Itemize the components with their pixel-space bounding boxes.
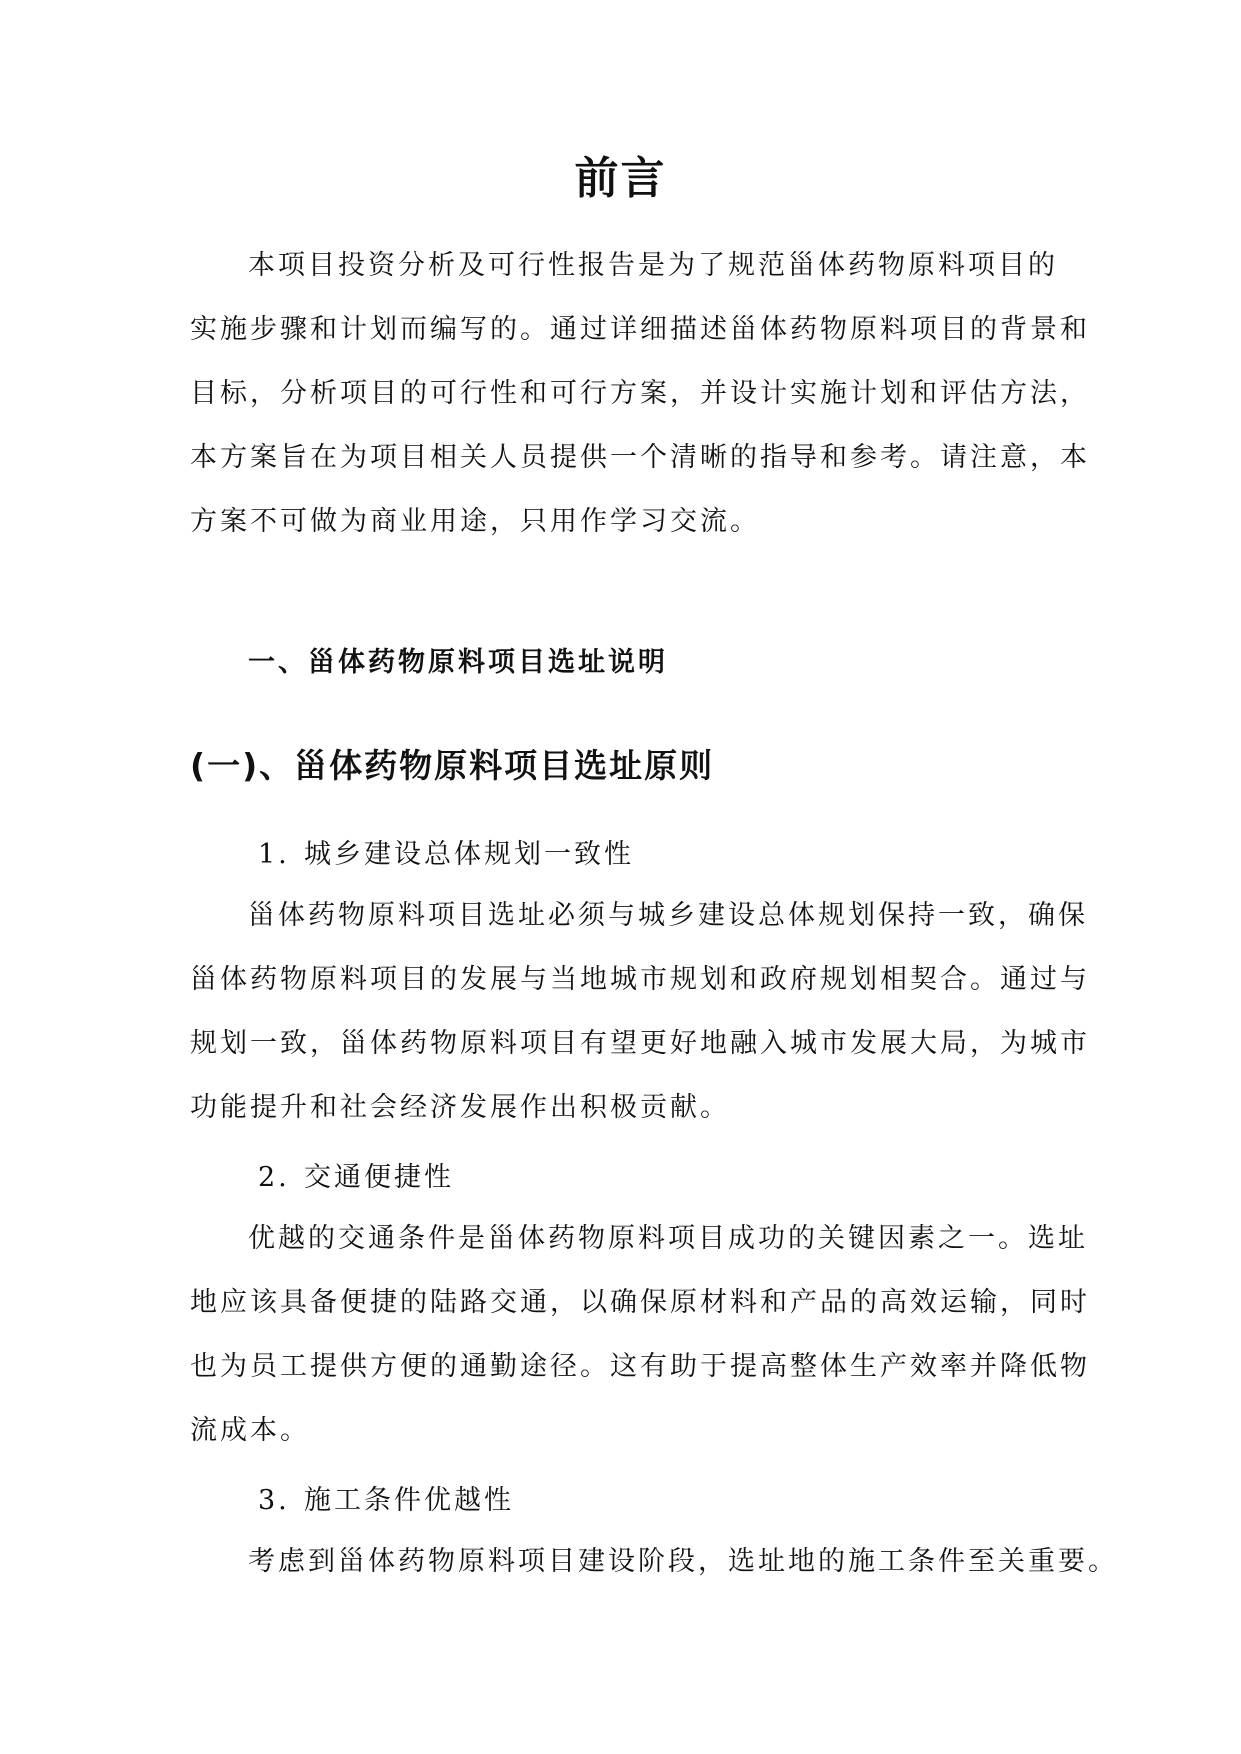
item-line: 地应该具备便捷的陆路交通，以确保原材料和产品的高效运输，同时: [190, 1287, 1090, 1318]
item-title: 交通便捷性: [304, 1162, 454, 1193]
item-line: 考虑到甾体药物原料项目建设阶段，选址地的施工条件至关重要。: [248, 1546, 1118, 1577]
page-title: 前言: [574, 153, 667, 204]
item-line: 甾体药物原料项目的发展与当地城市规划和政府规划相契合。通过与: [190, 964, 1090, 995]
item-line: 规划一致，甾体药物原料项目有望更好地融入城市发展大局，为城市: [190, 1028, 1090, 1059]
item-paragraph-2: [190, 1207, 1090, 1463]
preface-line: 本方案旨在为项目相关人员提供一个清晰的指导和参考。请注意，本: [190, 442, 1090, 473]
item-title: 施工条件优越性: [304, 1485, 514, 1516]
item-line: 也为员工提供方便的通勤途径。这有助于提高整体生产效率并降低物: [190, 1351, 1090, 1382]
preface-line: 本项目投资分析及可行性报告是为了规范甾体药物原料项目的: [248, 250, 1058, 281]
subsection-heading: (一)、甾体药物原料项目选址原则: [190, 746, 715, 785]
item-line: 甾体药物原料项目选址必须与城乡建设总体规划保持一致，确保: [248, 900, 1088, 931]
preface-line: 目标，分析项目的可行性和可行方案，并设计实施计划和评估方法，: [190, 378, 1090, 409]
preface-line: 实施步骤和计划而编写的。通过详细描述甾体药物原料项目的背景和: [190, 314, 1090, 345]
section-heading: 一、甾体药物原料项目选址说明: [248, 647, 668, 678]
item-line: 优越的交通条件是甾体药物原料项目成功的关键因素之一。选址: [248, 1223, 1088, 1254]
item-title-2: [258, 1155, 454, 1194]
item-title-1: [258, 832, 634, 871]
item-paragraph-3: [190, 1530, 1118, 1594]
item-title: 城乡建设总体规划一致性: [304, 839, 634, 870]
item-line: 功能提升和社会经济发展作出积极贡献。: [190, 1092, 730, 1123]
item-number: 1.: [258, 839, 290, 870]
item-number: 2.: [258, 1162, 290, 1193]
item-number: 3.: [258, 1485, 290, 1516]
preface-paragraph: [190, 234, 1090, 554]
item-paragraph-1: [190, 884, 1090, 1140]
preface-line: 方案不可做为商业用途，只用作学习交流。: [190, 506, 760, 537]
item-line: 流成本。: [190, 1415, 310, 1446]
item-title-3: [258, 1478, 514, 1517]
